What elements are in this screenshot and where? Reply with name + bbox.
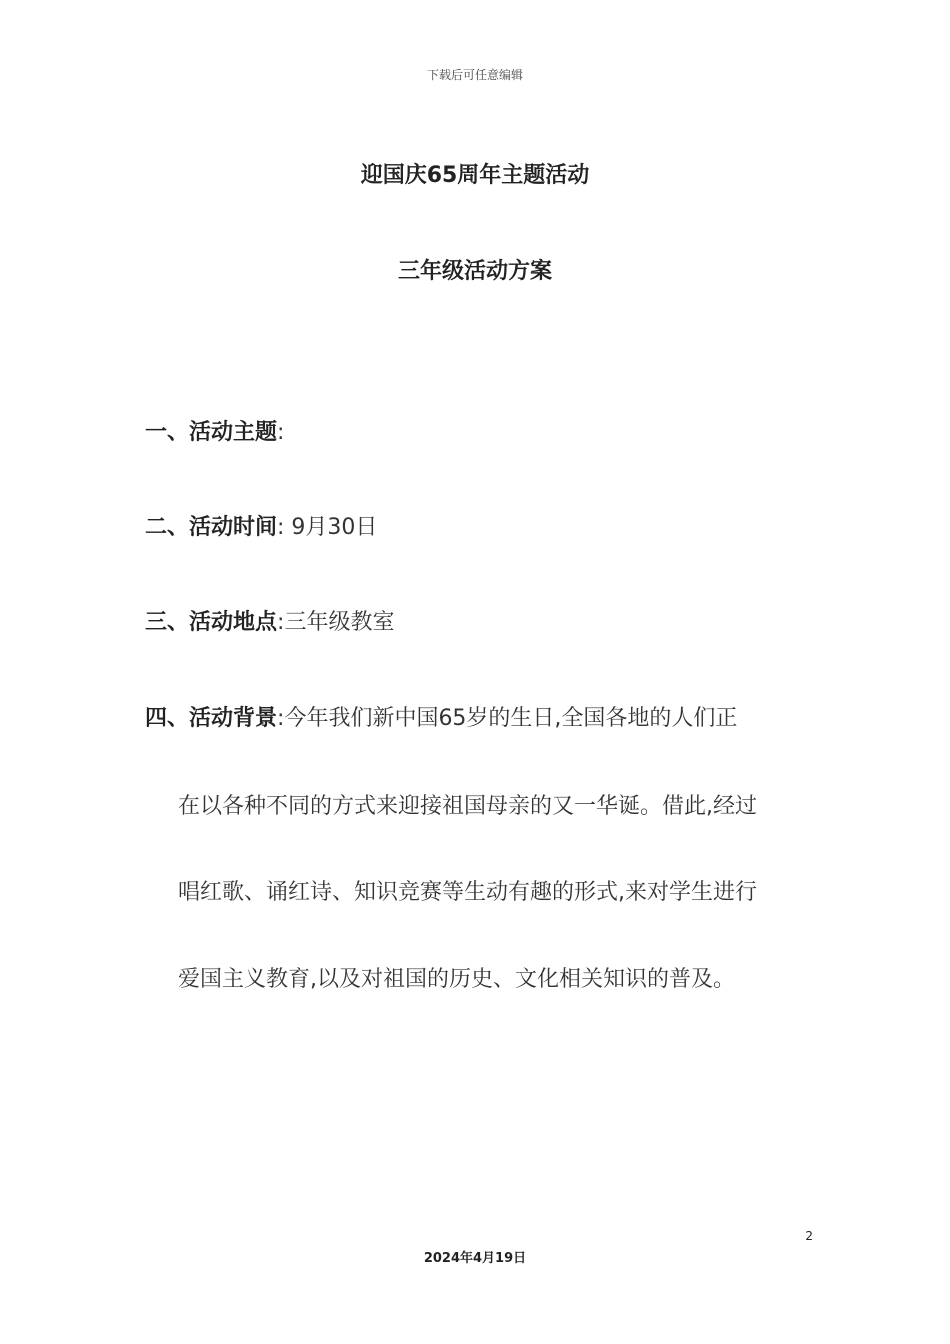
- background-text-line: 唱红歌、诵红诗、知识竞赛等生动有趣的形式,来对学生进行: [178, 880, 757, 905]
- header-note: 下载后可任意编辑: [426, 68, 523, 82]
- section-separator: :: [277, 706, 285, 731]
- document-title: 迎国庆65周年主题活动: [360, 163, 590, 188]
- section-separator: :: [277, 610, 285, 635]
- section-separator: :: [277, 515, 285, 540]
- section-value: 三年级教室: [284, 610, 395, 635]
- section-value: 今年我们新中国65岁的生日,全国各地的人们正: [284, 706, 738, 731]
- section-theme: [145, 418, 284, 448]
- section-location: [145, 608, 394, 638]
- document-subtitle: 三年级活动方案: [397, 259, 552, 284]
- section-time: [145, 513, 377, 543]
- section-label: 四、活动背景: [145, 706, 278, 731]
- section-separator: :: [277, 420, 285, 445]
- section-label: 二、活动时间: [145, 515, 278, 540]
- section-label: 一、活动主题: [145, 420, 278, 445]
- page-number: 2: [805, 1229, 813, 1243]
- background-text-line: 在以各种不同的方式来迎接祖国母亲的又一华诞。借此,经过: [178, 794, 757, 819]
- footer-date: 2024年4月19日: [423, 1251, 527, 1266]
- section-background: [145, 704, 737, 734]
- background-text-line: 爱国主义教育,以及对祖国的历史、文化相关知识的普及。: [178, 967, 735, 992]
- section-label: 三、活动地点: [145, 610, 278, 635]
- section-value: 9月30日: [284, 515, 378, 540]
